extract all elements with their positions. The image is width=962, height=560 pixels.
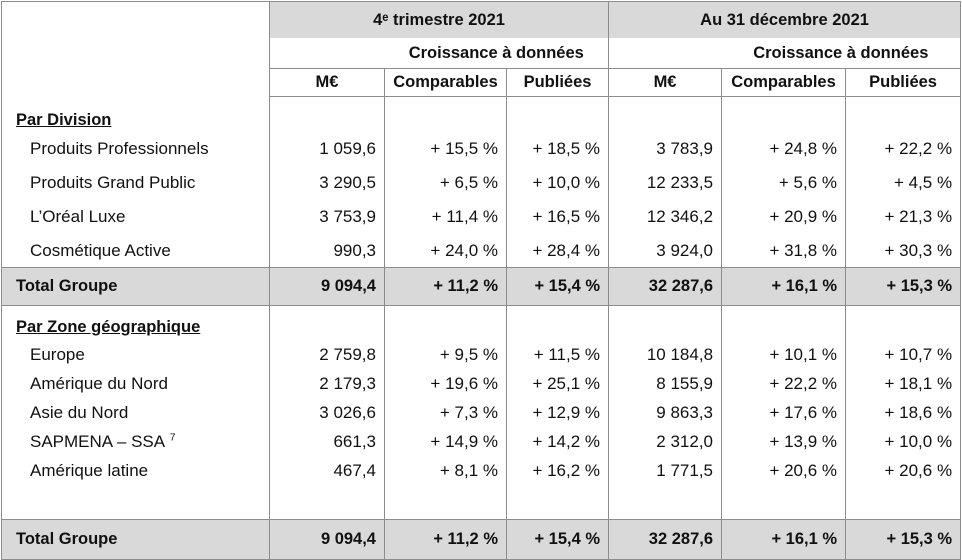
cell-q4-value: 1 059,6 [270, 132, 385, 166]
cell-q4-published: + 14,2 % [507, 427, 609, 456]
header-empty-fy [609, 38, 722, 69]
cell-q4-value: 2 759,8 [270, 340, 385, 369]
total-label: Total Groupe [2, 268, 270, 306]
cell-fy-value: 2 312,0 [609, 427, 722, 456]
section-row-division [2, 97, 961, 132]
cell-q4-value: 3 026,6 [270, 398, 385, 427]
row-label: L’Oréal Luxe [2, 200, 270, 234]
table-row [2, 166, 961, 200]
total-q4-value: 9 094,4 [270, 268, 385, 306]
row-label-text: SAPMENA – SSA [30, 431, 166, 451]
row-label: Europe [2, 340, 270, 369]
cell-fy-value: 9 863,3 [609, 398, 722, 427]
cell-q4-value: 990,3 [270, 234, 385, 268]
table-row [2, 369, 961, 398]
row-label: Amérique latine [2, 456, 270, 485]
cell-fy-comparable: + 5,6 % [722, 166, 846, 200]
header-growth-q4: Croissance à données [408, 43, 584, 62]
cell-fy-value: 1 771,5 [609, 456, 722, 485]
cell-q4-comparable: + 14,9 % [385, 427, 507, 456]
table-row [2, 340, 961, 369]
cell-fy-published: + 4,5 % [846, 166, 961, 200]
cell-q4-published: + 16,5 % [507, 200, 609, 234]
cell-fy-published: + 30,3 % [846, 234, 961, 268]
cell-q4-published: + 11,5 % [507, 340, 609, 369]
total-row-zone [2, 520, 961, 560]
header-row-periods [2, 2, 961, 39]
total-q4-published: + 15,4 % [507, 268, 609, 306]
total-q4-comparable: + 11,2 % [385, 520, 507, 560]
header-comparable-q4: Comparables [385, 69, 507, 97]
cell-fy-value: 12 346,2 [609, 200, 722, 234]
cell-fy-value: 12 233,5 [609, 166, 722, 200]
cell-fy-comparable: + 22,2 % [722, 369, 846, 398]
cell-fy-comparable: + 24,8 % [722, 132, 846, 166]
cell-fy-comparable: + 20,9 % [722, 200, 846, 234]
total-label: Total Groupe [2, 520, 270, 560]
total-fy-published: + 15,3 % [846, 268, 961, 306]
table-row [2, 427, 961, 456]
cell-fy-comparable: + 13,9 % [722, 427, 846, 456]
cell-fy-published: + 18,6 % [846, 398, 961, 427]
cell-q4-published: + 10,0 % [507, 166, 609, 200]
cell-q4-value: 3 753,9 [270, 200, 385, 234]
section-row-zone [2, 306, 961, 340]
cell-q4-comparable: + 15,5 % [385, 132, 507, 166]
cell-q4-comparable: + 11,4 % [385, 200, 507, 234]
cell-q4-published: + 25,1 % [507, 369, 609, 398]
header-growth-fy: Croissance à données [722, 38, 961, 69]
cell-q4-published: + 12,9 % [507, 398, 609, 427]
cell-q4-comparable: + 9,5 % [385, 340, 507, 369]
cell-fy-value: 3 783,9 [609, 132, 722, 166]
total-fy-published: + 15,3 % [846, 520, 961, 560]
cell-q4-comparable: + 24,0 % [385, 234, 507, 268]
total-fy-comparable: + 16,1 % [722, 520, 846, 560]
total-fy-value: 32 287,6 [609, 268, 722, 306]
cell-q4-comparable: + 19,6 % [385, 369, 507, 398]
header-period-fy: Au 31 décembre 2021 [609, 2, 961, 39]
table-row [2, 398, 961, 427]
cell-fy-value: 10 184,8 [609, 340, 722, 369]
cell-fy-comparable: + 31,8 % [722, 234, 846, 268]
cell-fy-comparable: + 10,1 % [722, 340, 846, 369]
cell-fy-published: + 20,6 % [846, 456, 961, 485]
cell-q4-value: 661,3 [270, 427, 385, 456]
total-row-division [2, 268, 961, 306]
cell-fy-published: + 18,1 % [846, 369, 961, 398]
cell-fy-published: + 21,3 % [846, 200, 961, 234]
header-period-q4: 4ᵉ trimestre 2021 [270, 2, 609, 39]
cell-q4-comparable: + 7,3 % [385, 398, 507, 427]
cell-fy-value: 8 155,9 [609, 369, 722, 398]
cell-fy-value: 3 924,0 [609, 234, 722, 268]
table-row [2, 132, 961, 166]
table-row [2, 200, 961, 234]
table-row [2, 456, 961, 485]
total-fy-value: 32 287,6 [609, 520, 722, 560]
header-corner [2, 2, 270, 97]
row-label: Produits Grand Public [2, 166, 270, 200]
cell-q4-comparable: + 6,5 % [385, 166, 507, 200]
cell-q4-comparable: + 8,1 % [385, 456, 507, 485]
header-comparable-fy: Comparables [722, 69, 846, 97]
total-q4-value: 9 094,4 [270, 520, 385, 560]
cell-q4-value: 3 290,5 [270, 166, 385, 200]
header-published-fy: Publiées [846, 69, 961, 97]
header-empty-q4 [270, 38, 385, 69]
total-q4-comparable: + 11,2 % [385, 268, 507, 306]
total-q4-published: + 15,4 % [507, 520, 609, 560]
footnote-marker: 7 [169, 431, 176, 443]
header-unit-fy: M€ [609, 69, 722, 97]
row-label [2, 427, 270, 456]
cell-q4-value: 2 179,3 [270, 369, 385, 398]
spacer-row [2, 485, 961, 520]
section-title-division: Par Division [2, 97, 270, 132]
row-label: Amérique du Nord [2, 369, 270, 398]
cell-fy-comparable: + 20,6 % [722, 456, 846, 485]
section-title-zone: Par Zone géographique [2, 306, 270, 340]
cell-q4-published: + 18,5 % [507, 132, 609, 166]
cell-q4-value: 467,4 [270, 456, 385, 485]
header-published-q4: Publiées [507, 69, 609, 97]
row-label: Cosmétique Active [2, 234, 270, 268]
cell-fy-published: + 22,2 % [846, 132, 961, 166]
sales-table [1, 1, 961, 560]
cell-fy-comparable: + 17,6 % [722, 398, 846, 427]
total-fy-comparable: + 16,1 % [722, 268, 846, 306]
row-label: Produits Professionnels [2, 132, 270, 166]
row-label: Asie du Nord [2, 398, 270, 427]
table-row [2, 234, 961, 268]
cell-fy-published: + 10,0 % [846, 427, 961, 456]
cell-q4-published: + 16,2 % [507, 456, 609, 485]
header-unit-q4: M€ [270, 69, 385, 97]
cell-q4-published: + 28,4 % [507, 234, 609, 268]
cell-fy-published: + 10,7 % [846, 340, 961, 369]
